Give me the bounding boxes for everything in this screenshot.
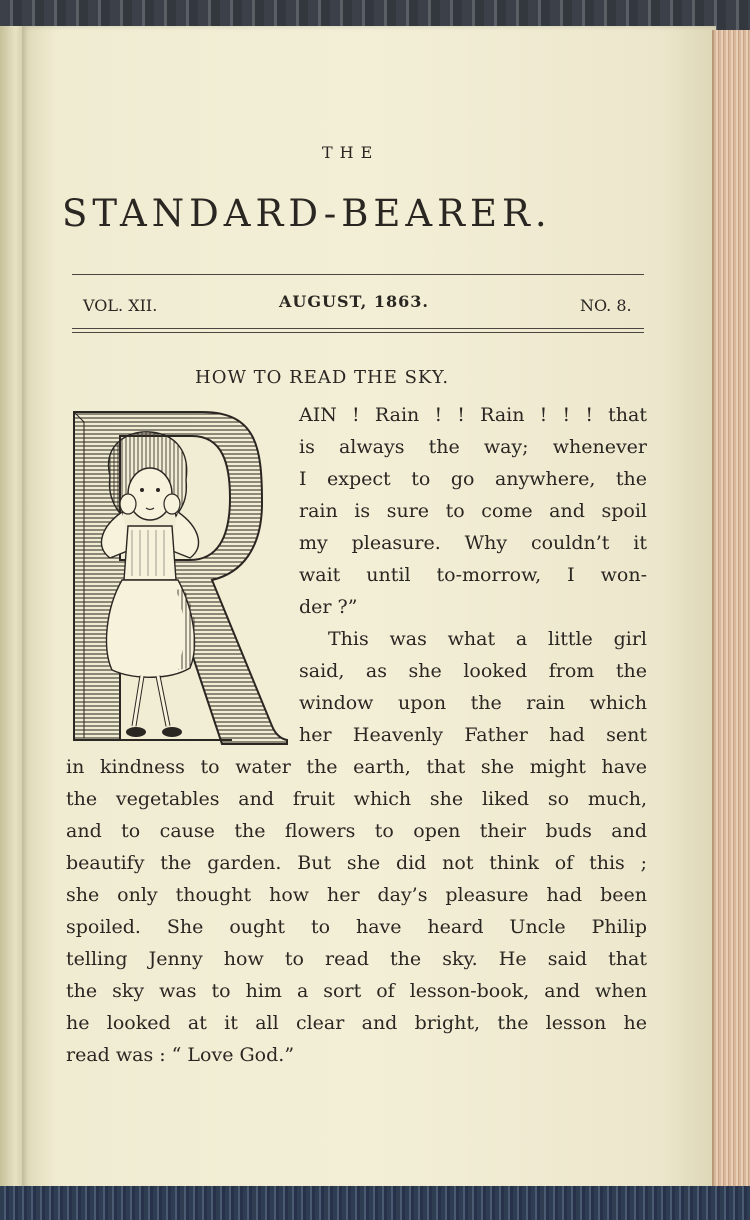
text-line: my pleasure. Why couldn’t it (299, 532, 647, 554)
volume-label: VOL. XII. (83, 296, 158, 315)
text-line: rain is sure to come and spoil (299, 500, 647, 522)
issue-number: NO. 8. (580, 296, 632, 315)
text-line: window upon the rain which (299, 692, 647, 714)
bleed-through (200, 95, 620, 115)
masthead-title: STANDARD-BEARER. (62, 192, 552, 235)
text-line: der ?” (299, 596, 358, 618)
text-line: the sky was to him a sort of lesson-book, and when (66, 980, 647, 1002)
text-line: beautify the garden. But she did not think of this ; (66, 852, 647, 874)
issue-date: AUGUST, 1863. (279, 292, 429, 311)
text-line: he looked at it all clear and bright, the lesson he (66, 1012, 647, 1034)
text-line: her Heavenly Father had sent (299, 724, 647, 746)
header-rule-bottom-thin (72, 332, 644, 333)
text-line: AIN ! Rain ! ! Rain ! ! ! that (299, 404, 647, 426)
text-line: wait until to-morrow, I won- (299, 564, 647, 586)
article-title: HOW TO READ THE SKY. (195, 367, 450, 388)
text-line: she only thought how her day’s pleasure had been (66, 884, 647, 906)
text-line: telling Jenny how to read the sky. He said that (66, 948, 647, 970)
text-line: spoiled. She ought to have heard Uncle Philip (66, 916, 647, 938)
page-edges (712, 30, 750, 1192)
text-line: in kindness to water the earth, that she might have (66, 756, 647, 778)
text-line: the vegetables and fruit which she liked so much, (66, 788, 647, 810)
text-line: I expect to go anywhere, the (299, 468, 647, 490)
text-line: said, as she looked from the (299, 660, 647, 682)
text-line: This was what a little girl (328, 628, 647, 650)
text-line: read was : “ Love God.” (66, 1044, 295, 1066)
masthead-the: THE (322, 143, 380, 162)
header-rule-top (72, 274, 644, 275)
header-rule-bottom (72, 328, 644, 329)
dropcap-illustration (72, 408, 292, 753)
text-line: is always the way; whenever (299, 436, 647, 458)
book-bottom-edge (0, 1186, 750, 1220)
text-line: and to cause the flowers to open their buds and (66, 820, 647, 842)
